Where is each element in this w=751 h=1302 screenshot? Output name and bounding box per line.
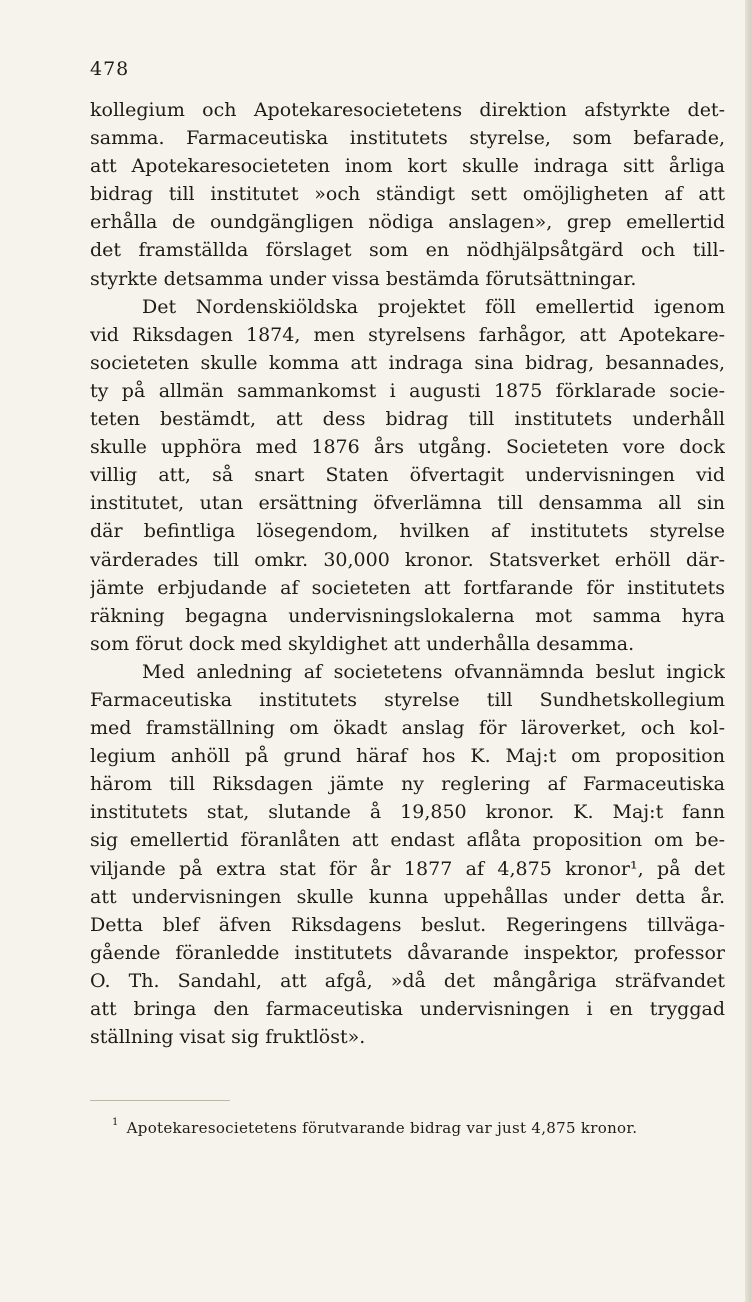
- text-line: härom till Riksdagen jämte ny reglering af Farmaceutiska: [90, 773, 725, 796]
- text-line: kollegium och Apotekaresocietetens direktion afstyrkte det-: [90, 99, 725, 121]
- text-line: det framställda förslaget som en nödhjälpsåtgärd och till-: [90, 239, 725, 262]
- footnote-text: Apotekaresocietetens förutvarande bidrag var just 4,875 kronor.: [126, 1119, 638, 1137]
- text-line: villig att, så snart Staten öfvertagit undervisningen vid: [90, 464, 725, 487]
- text-line: att Apotekaresocieteten inom kort skulle indraga sitt årliga: [90, 155, 725, 178]
- text-line: erhålla de oundgängligen nödiga anslagen», grep emellertid: [90, 211, 725, 234]
- text-line: samma. Farmaceutiska institutets styrelse, som befarade,: [90, 127, 725, 150]
- body-text: [90, 96, 725, 1051]
- text-line: jämte erbjudande af societeten att fortfarande för institutets: [90, 576, 725, 599]
- text-line: vid Riksdagen 1874, men styrelsens farhågor, att Apotekare-: [90, 323, 725, 346]
- footnote-marker: 1: [112, 1117, 119, 1128]
- text-line: värderades till omkr. 30,000 kronor. Statsverket erhöll där-: [90, 548, 725, 571]
- text-line: viljande på extra stat för år 1877 af 4,875 kronor¹, på det: [90, 857, 725, 880]
- text-line: bidrag till institutet »och ständigt sett omöjligheten af att: [90, 183, 725, 206]
- footnote: [112, 1112, 637, 1139]
- text-line: ty på allmän sammankomst i augusti 1875 förklarade socie-: [90, 379, 725, 402]
- text-line: styrkte detsamma under vissa bestämda förutsättningar.: [90, 267, 637, 290]
- text-line: legium anhöll på grund häraf hos K. Maj:t om proposition: [90, 745, 725, 768]
- page-edge-shadow: [745, 0, 751, 1302]
- text-line: teten bestämdt, att dess bidrag till institutets underhåll: [90, 408, 725, 431]
- text-line: att undervisningen skulle kunna uppehållas under detta år.: [90, 885, 725, 908]
- text-line: som förut dock med skyldighet att underhålla desamma.: [90, 632, 635, 655]
- text-line: skulle upphöra med 1876 års utgång. Societeten vore dock: [90, 436, 725, 459]
- text-line: societeten skulle komma att indraga sina bidrag, besannades,: [90, 351, 725, 374]
- text-line: institutet, utan ersättning öfverlämna till densamma all sin: [90, 492, 725, 515]
- text-line: där befintliga lösegendom, hvilken af institutets styrelse: [90, 520, 725, 543]
- text-line: Detta blef äfven Riksdagens beslut. Regeringens tillväga-: [90, 913, 725, 936]
- text-line: institutets stat, slutande å 19,850 kronor. K. Maj:t fann: [90, 801, 725, 824]
- text-line: med framställning om ökadt anslag för läroverket, och kol-: [90, 717, 725, 740]
- text-line: Det Nordenskiöldska projektet föll emellertid igenom: [142, 295, 725, 318]
- text-line: gående föranledde institutets dåvarande inspektor, professor: [90, 941, 725, 964]
- page-number: 478: [90, 58, 130, 80]
- text-line: Med anledning af societetens ofvannämnda beslut ingick: [142, 660, 725, 683]
- footnote-divider: [90, 1100, 230, 1101]
- text-line: sig emellertid föranlåten att endast aflåta proposition om be-: [90, 829, 725, 852]
- text-line: ställning visat sig fruktlöst».: [90, 1026, 366, 1049]
- text-line: Farmaceutiska institutets styrelse till Sundhetskollegium: [90, 688, 725, 711]
- text-line: att bringa den farmaceutiska undervisningen i en tryggad: [90, 998, 725, 1020]
- text-line: räkning begagna undervisningslokalerna mot samma hyra: [90, 604, 725, 627]
- text-line: O. Th. Sandahl, att afgå, »då det mångåriga sträfvandet: [90, 969, 725, 992]
